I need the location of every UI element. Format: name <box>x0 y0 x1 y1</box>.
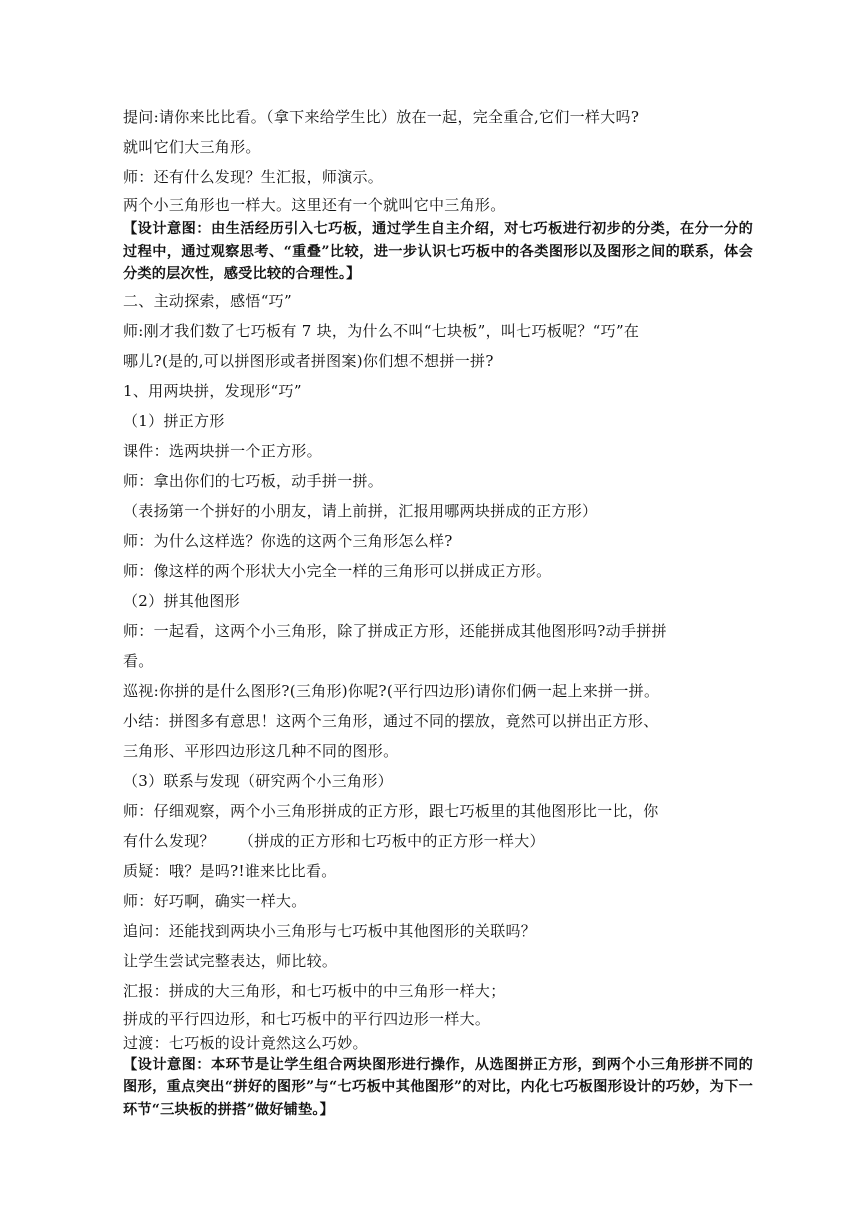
text-line: 就叫它们大三角形。 <box>123 138 261 156</box>
design-intent-1 <box>123 218 753 286</box>
text-line: 课件：选两块拼一个正方形。 <box>123 441 322 460</box>
text-line: 过渡：七巧板的设计竟然这么巧妙。 <box>123 1033 368 1052</box>
text-line: 师：仔细观察，两个小三角形拼成的正方形，跟七巧板里的其他图形比一比，你 <box>123 801 659 820</box>
text-line: 质疑：哦？是吗?!谁来比比看。 <box>123 861 337 880</box>
subsection-heading: （2）拼其他图形 <box>123 591 240 610</box>
text-segment: （拼成的正方形和七巧板中的正方形一样大） <box>238 831 545 850</box>
text-line: 两个小三角形也一样大。这里还有一个就叫它中三角形。 <box>123 196 506 214</box>
text-line: 师：拿出你们的七巧板，动手拼一拼。 <box>123 471 384 490</box>
design-intent-text: 由生活经历引入七巧板，通过学生自主介绍，对七巧板进行初步的分类，在分一分的过程中，通过观察思考、“重叠”比较，进一步认识七巧板中的各类图形以及图形之间的联系，体会分类的层次性，感受比较的合理性。】 <box>123 221 754 282</box>
text-line: 巡视:你拼的是什么图形?(三角形)你呢?(平行四边形)请你们俩一起上来拼一拼。 <box>123 681 660 700</box>
text-line: 师：像这样的两个形状大小完全一样的三角形可以拼成正方形。 <box>123 561 552 580</box>
subsection-heading: （3）联系与发现（研究两个小三角形） <box>123 771 393 790</box>
section-heading: 二、主动探索，感悟“巧” <box>123 291 292 310</box>
text-line: （表扬第一个拼好的小朋友，请上前拼，汇报用哪两块拼成的正方形） <box>123 501 598 520</box>
text-line: 追问：还能找到两块小三角形与七巧板中其他图形的关联吗？ <box>123 921 537 940</box>
text-line <box>123 826 753 856</box>
subsection-heading: （1）拼正方形 <box>123 411 225 430</box>
text-line: 拼成的平行四边形，和七巧板中的平行四边形一样大。 <box>123 1009 491 1028</box>
text-line: 让学生尝试完整表达，师比较。 <box>123 951 338 970</box>
text-segment: 有什么发现？ <box>123 831 215 850</box>
document-body <box>123 102 753 1121</box>
design-intent-text: 本环节是让学生组合两块图形进行操作，从选图拼正方形，到两个小三角形拼不同的图形，重点突出“拼好的图形”与“七巧板中其他图形”的对比，内化七巧板图形设计的巧妙，为下一环节“三块板的拼搭”做好铺垫。】 <box>123 1056 754 1118</box>
text-line: 师：一起看，这两个小三角形，除了拼成正方形，还能拼成其他图形吗?动手拼拼 <box>123 621 667 640</box>
subsection-heading: 1、用两块拼，发现形“巧” <box>123 381 302 400</box>
text-line: 汇报：拼成的大三角形，和七巧板中的中三角形一样大； <box>123 981 506 1000</box>
text-line: 师：为什么这样选？你选的这两个三角形怎么样? <box>123 531 453 550</box>
text-line: 小结：拼图多有意思！这两个三角形，通过不同的摆放，竟然可以拼出正方形、 <box>123 711 659 730</box>
text-line: 师：还有什么发现？生汇报，师演示。 <box>123 168 384 186</box>
text-line: 看。 <box>123 651 154 670</box>
design-intent-2 <box>123 1054 753 1122</box>
text-line: 提问:请你来比比看。（拿下来给学生比）放在一起，完全重合,它们一样大吗? <box>123 108 640 126</box>
text-line: 师:刚才我们数了七巧板有 7 块，为什么不叫“七块板”，叫七巧板呢？“巧”在 <box>123 321 640 340</box>
text-line: 三角形、平形四边形这几种不同的图形。 <box>123 741 399 760</box>
text-line: 哪儿?(是的,可以拼图形或者拼图案)你们想不想拼一拼? <box>123 351 494 370</box>
design-intent-label: 【设计意图： <box>123 221 211 237</box>
text-line: 师：好巧啊，确实一样大。 <box>123 891 307 910</box>
design-intent-label: 【设计意图： <box>123 1056 211 1073</box>
